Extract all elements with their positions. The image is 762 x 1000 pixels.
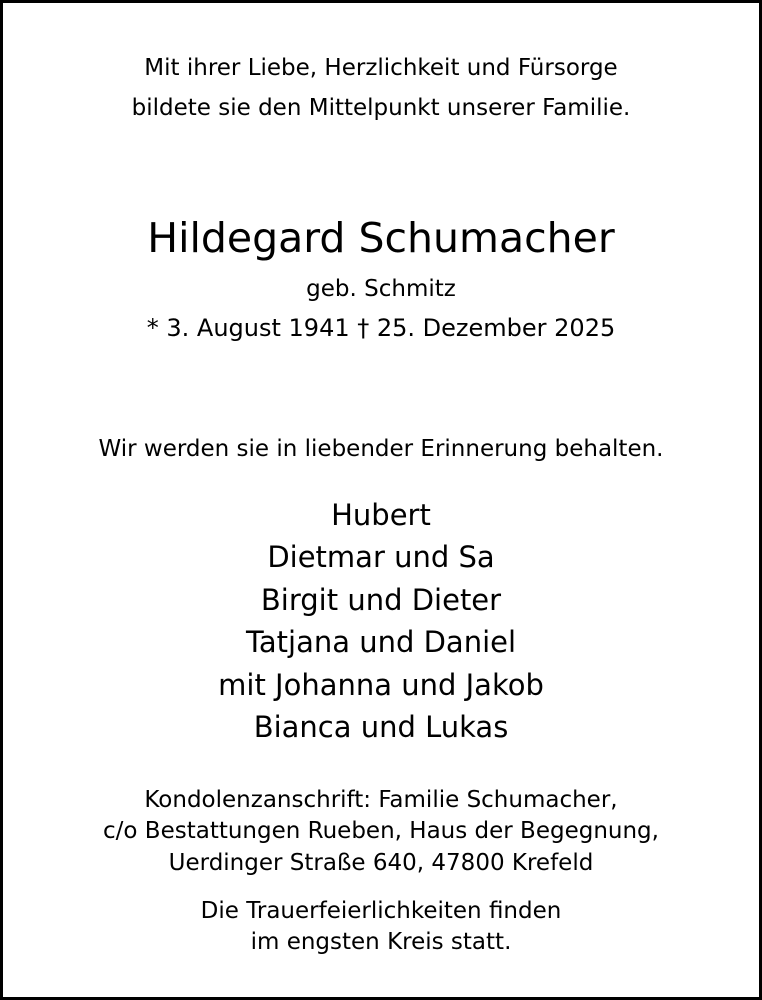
remembrance-text: Wir werden sie in liebender Erinnerung behalten. bbox=[98, 436, 664, 462]
intro-line-2: bildete sie den Mittelpunkt unserer Familie. bbox=[131, 95, 631, 121]
birth-name: geb. Schmitz bbox=[306, 276, 456, 302]
condolence-address-line-2: c/o Bestattungen Rueben, Haus der Begegnung, bbox=[103, 818, 659, 844]
condolence-address-line-3: Uerdinger Straße 640, 47800 Krefeld bbox=[168, 850, 594, 876]
ceremony-line-1: Die Trauerfeierlichkeiten finden bbox=[200, 898, 562, 924]
family-member: Tatjana und Daniel bbox=[245, 625, 517, 659]
life-dates: * 3. August 1941 † 25. Dezember 2025 bbox=[146, 314, 616, 342]
intro-line-1: Mit ihrer Liebe, Herzlichkeit und Fürsorge bbox=[144, 55, 618, 81]
ceremony-line-2: im engsten Kreis statt. bbox=[250, 929, 512, 955]
family-member: Birgit und Dieter bbox=[260, 583, 502, 617]
condolence-address-line-1: Kondolenzanschrift: Familie Schumacher, bbox=[144, 787, 618, 813]
family-member: Dietmar und Sa bbox=[267, 540, 495, 574]
family-member: mit Johanna und Jakob bbox=[218, 668, 544, 702]
family-member: Bianca und Lukas bbox=[253, 710, 509, 744]
family-member: Hubert bbox=[331, 498, 431, 532]
deceased-name: Hildegard Schumacher bbox=[147, 214, 615, 262]
